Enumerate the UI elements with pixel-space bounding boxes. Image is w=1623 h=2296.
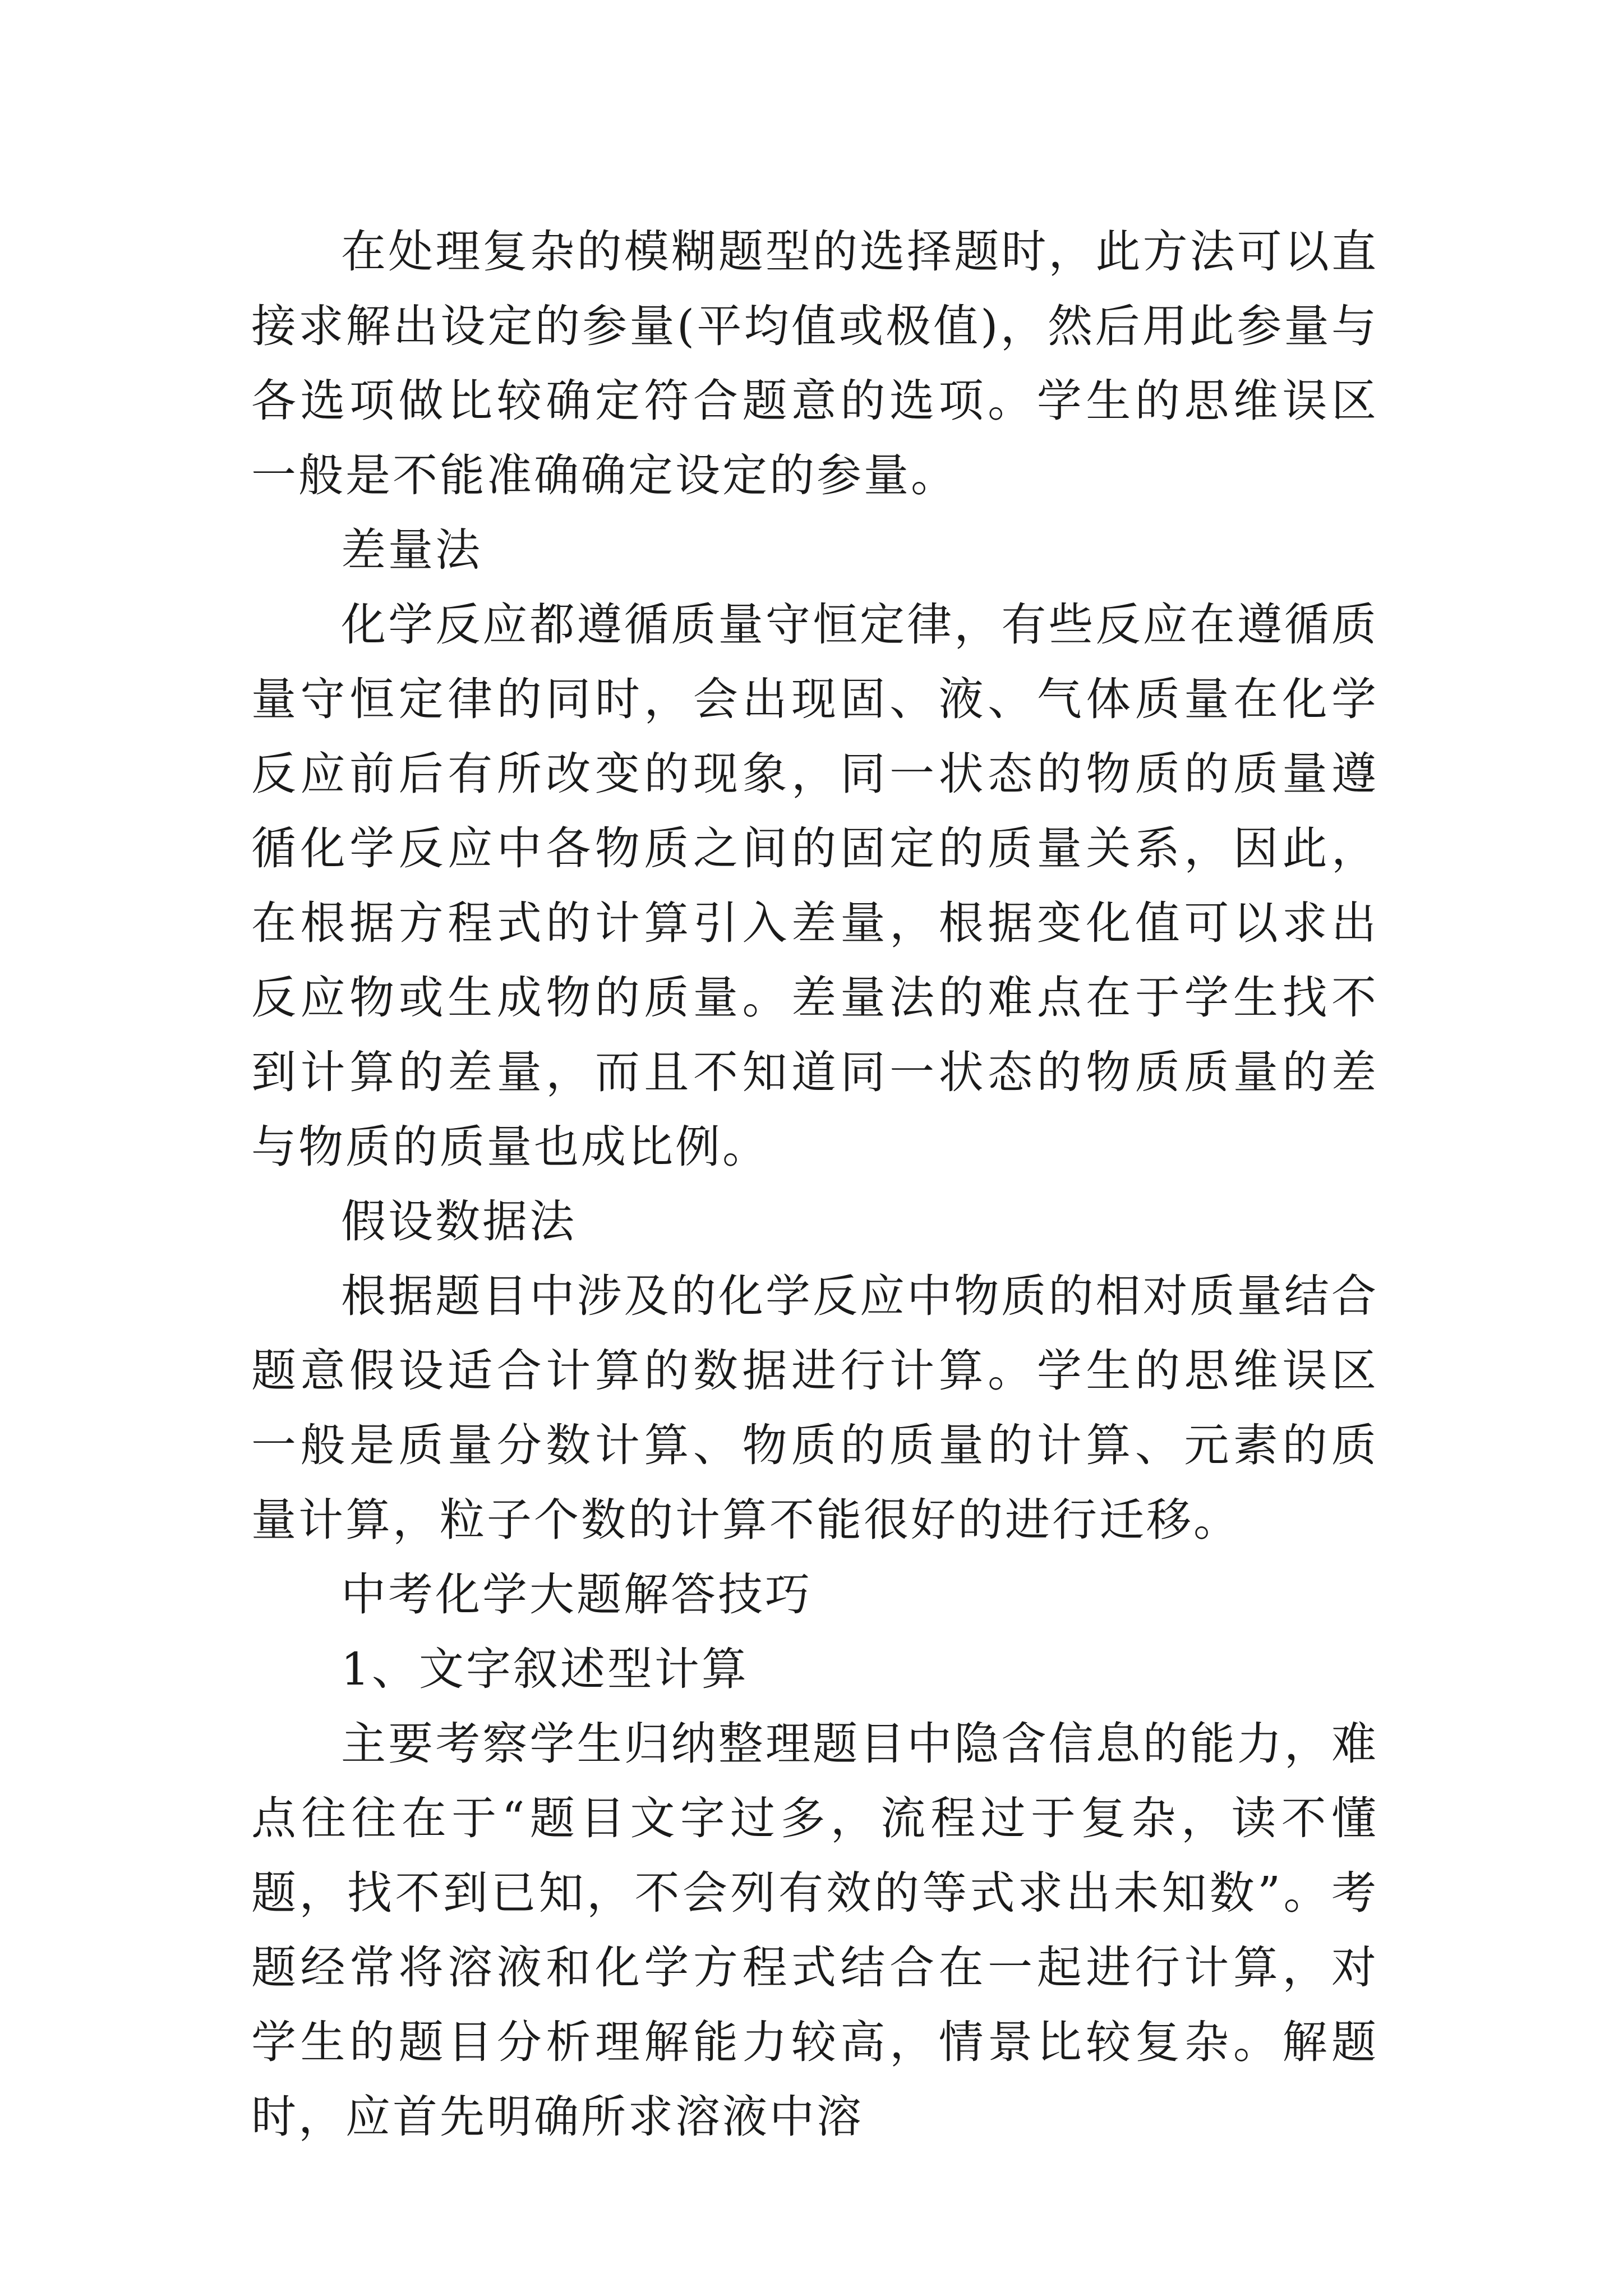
paragraph-assumed-data-method: 根据题目中涉及的化学反应中物质的相对质量结合题意假设适合计算的数据进行计算。学生的思维误区一般是质量分数计算、物质的质量的计算、元素的质量计算，粒子个数的计算不能很好的进行迁移。 xyxy=(251,1270,1378,1546)
paragraph-averaging-method: 在处理复杂的模糊题型的选择题时，此方法可以直接求解出设定的参量(平均值或极值)，然后用此参量与各选项做比较确定符合题意的选项。学生的思维误区一般是不能准确确定设定的参量。 xyxy=(251,226,1378,501)
paragraph-difference-method: 化学反应都遵循质量守恒定律，有些反应在遵循质量守恒定律的同时，会出现固、液、气体质量在化学反应前后有所改变的现象，同一状态的物质的质量遵循化学反应中各物质之间的固定的质量关系，因此，在根据方程式的计算引入差量，根据变化值可以求出反应物或生成物的质量。差量法的难点在于学生找不到计算的差量，而且不知道同一状态的物质质量的差与物质的质量也成比例。 xyxy=(251,599,1378,1173)
document-body xyxy=(251,214,1378,2154)
paragraph-text-calculation: 主要考察学生归纳整理题目中隐含信息的能力，难点往往在于“题目文字过多，流程过于复杂，读不懂题，找不到已知，不会列有效的等式求出未知数”。考题经常将溶液和化学方程式结合在一起进行计算，对学生的题目分析理解能力较高，情景比较复杂。解题时，应首先明确所求溶液中溶 xyxy=(251,1718,1378,2143)
heading-exam-tips: 中考化学大题解答技巧 xyxy=(341,1568,812,1621)
heading-difference-method: 差量法 xyxy=(341,524,482,576)
heading-text-calculation: 1、文字叙述型计算 xyxy=(341,1643,749,1695)
heading-assumed-data-method: 假设数据法 xyxy=(341,1195,577,1248)
